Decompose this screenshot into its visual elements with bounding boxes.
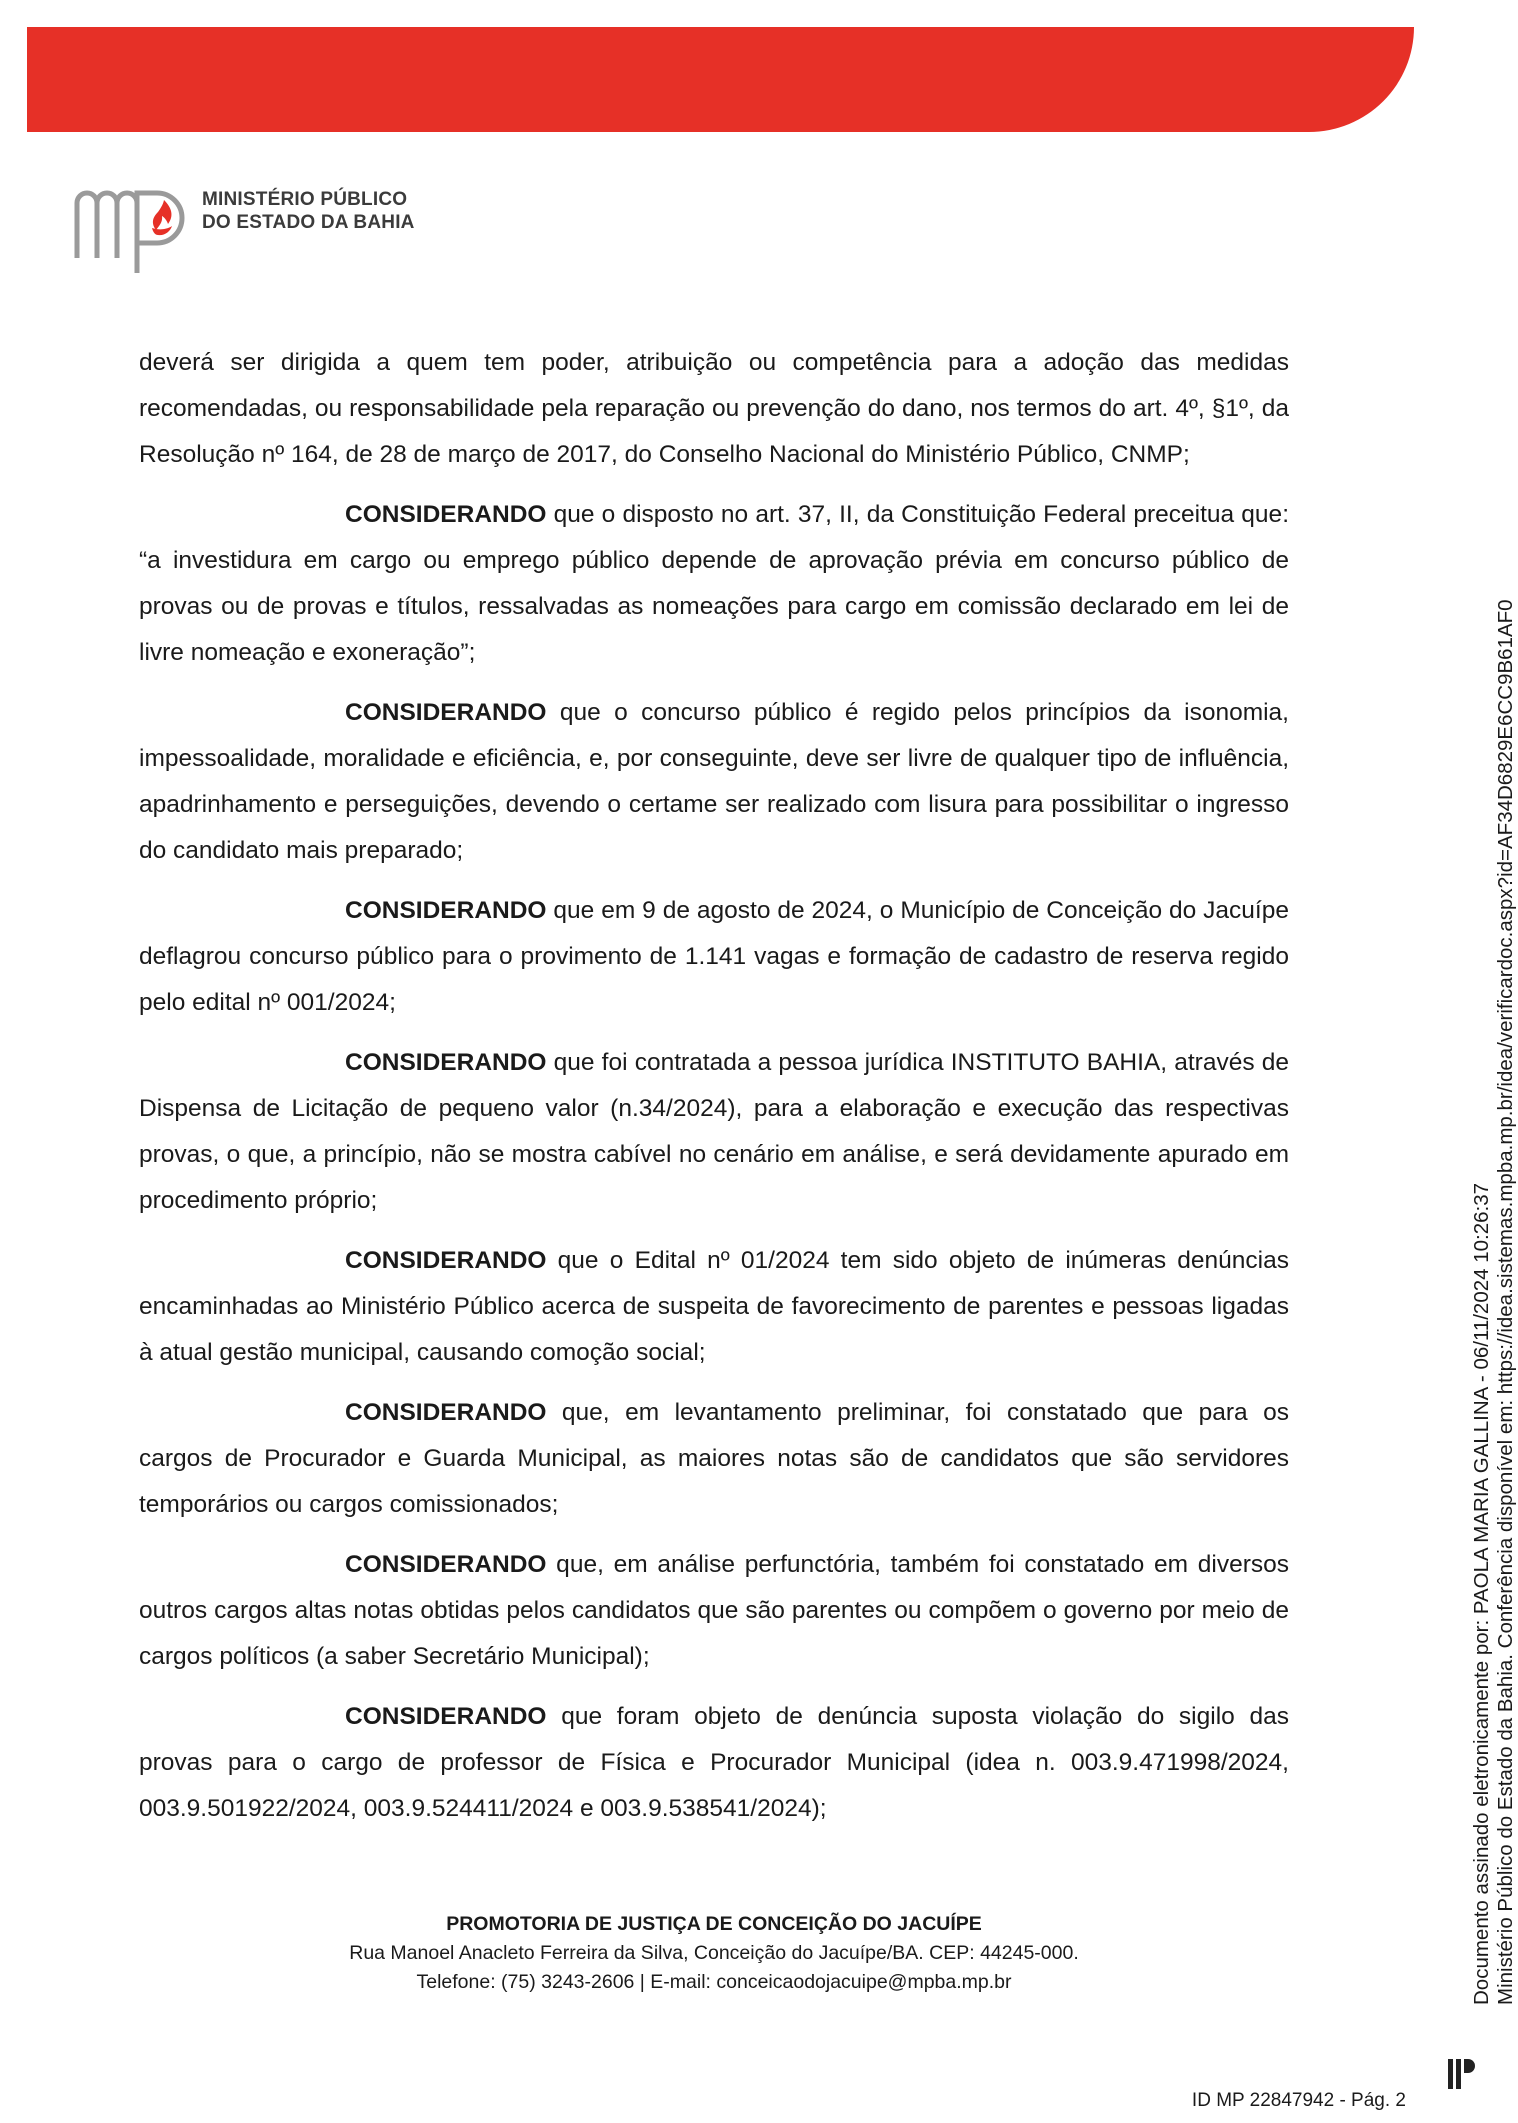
mp-flame-logo-icon [72,178,192,274]
paragraph-lead: CONSIDERANDO [345,501,547,528]
paragraph [139,492,1289,676]
paragraph-lead: CONSIDERANDO [345,699,547,726]
logo-line-1: MINISTÉRIO PÚBLICO [202,189,408,210]
paragraph-text: que em 9 de agosto de 2024, o Município de Conceição do Jacuípe deflagrou concurso público para o provimento de 1.141 vagas e formação de cadastro de reserva regido pelo edital nº 001/2024; [139,897,1289,1016]
page-id: ID MP 22847942 - Pág. 2 [1191,2090,1406,2111]
paragraph [139,1040,1289,1224]
paragraph [139,888,1289,1026]
paragraph-text: que foi contratada a pessoa jurídica INSTITUTO BAHIA, através de Dispensa de Licitação de pequeno valor (n.34/2024), para a elaboração e execução das respectivas provas, o que, a princípio, não se mostra cabível no cenário em análise, e será devidamente apurado em procedimento próprio; [139,1049,1289,1214]
signature-line-1: Documento assinado eletronicamente por: PAOLA MARIA GALLINA - 06/11/2024 10:26:37 [1470,1182,1493,2005]
footer-contact: Telefone: (75) 3243-2606 | E-mail: conceicaodojacuipe@mpba.mp.br [416,1971,1012,1993]
paragraph-lead: CONSIDERANDO [345,1551,547,1578]
paragraph-text: que, em análise perfunctória, também foi constatado em diversos outros cargos altas notas obtidas pelos candidatos que são parentes ou compõem o governo por meio de cargos políticos (a saber Secretário Municipal); [139,1551,1289,1670]
paragraph-lead: CONSIDERANDO [345,1399,547,1426]
paragraph-text: que o Edital nº 01/2024 tem sido objeto de inúmeras denúncias encaminhadas ao Ministério Público acerca de suspeita de favorecimento de parentes e pessoas ligadas à atual gestão municipal, causando comoção social; [139,1247,1289,1366]
footer-address: Rua Manoel Anacleto Ferreira da Silva, Conceição do Jacuípe/BA. CEP: 44245-000. [349,1942,1079,1964]
institution-logo [72,178,492,278]
paragraph [139,1238,1289,1376]
paragraph-lead: CONSIDERANDO [345,1247,547,1274]
paragraph-text: que o disposto no art. 37, II, da Constituição Federal preceitua que: “a investidura em cargo ou emprego público depende de aprovação prévia em concurso público de provas ou de provas e títulos, ressalvadas as nomeações para cargo em comissão declarado em lei de livre nomeação e exoneração”; [139,501,1289,666]
paragraph-lead: CONSIDERANDO [345,1049,547,1076]
paragraph [139,340,1289,478]
paragraph [139,1694,1289,1832]
paragraph-lead: CONSIDERANDO [345,897,547,924]
footer-org: PROMOTORIA DE JUSTIÇA DE CONCEIÇÃO DO JACUÍPE [446,1913,982,1935]
paragraph [139,1542,1289,1680]
paragraph [139,1390,1289,1528]
header-band [27,27,1414,132]
mp-small-logo-icon [1446,2055,1474,2095]
paragraph-text: que, em levantamento preliminar, foi constatado que para os cargos de Procurador e Guarda Municipal, as maiores notas são de candidatos que são servidores temporários ou cargos comissionados; [139,1399,1289,1518]
document-body [139,340,1289,1846]
paragraph-text: que o concurso público é regido pelos princípios da isonomia, impessoalidade, moralidade e eficiência, e, por conseguinte, deve ser livre de qualquer tipo de influência, apadrinhamento e perseguições, devendo o certame ser realizado com lisura para possibilitar o ingresso do candidato mais preparado; [139,699,1289,864]
logo-line-2: DO ESTADO DA BAHIA [202,212,415,233]
paragraph-text: deverá ser dirigida a quem tem poder, atribuição ou competência para a adoção das medidas recomendadas, ou responsabilidade pela reparação ou prevenção do dano, nos termos do art. 4º, §1º, da Resolução nº 164, de 28 de março de 2017, do Conselho Nacional do Ministério Público, CNMP; [139,349,1289,468]
paragraph-lead: CONSIDERANDO [345,1703,547,1730]
page-footer [139,1910,1289,1997]
signature-note [1470,599,1518,2005]
signature-line-2: Ministério Público do Estado da Bahia. Conferência disponível em: https://idea.sistemas.mpba.mp.br/idea/verificardoc.aspx?id=AF34D6829E6CC9B61AF0 [1494,599,1517,2005]
paragraph [139,690,1289,874]
paragraph-text: que foram objeto de denúncia suposta violação do sigilo das provas para o cargo de professor de Física e Procurador Municipal (idea n. 003.9.471998/2024, 003.9.501922/2024, 003.9.524411/2024 e 003.9.538541/2024); [139,1703,1289,1822]
